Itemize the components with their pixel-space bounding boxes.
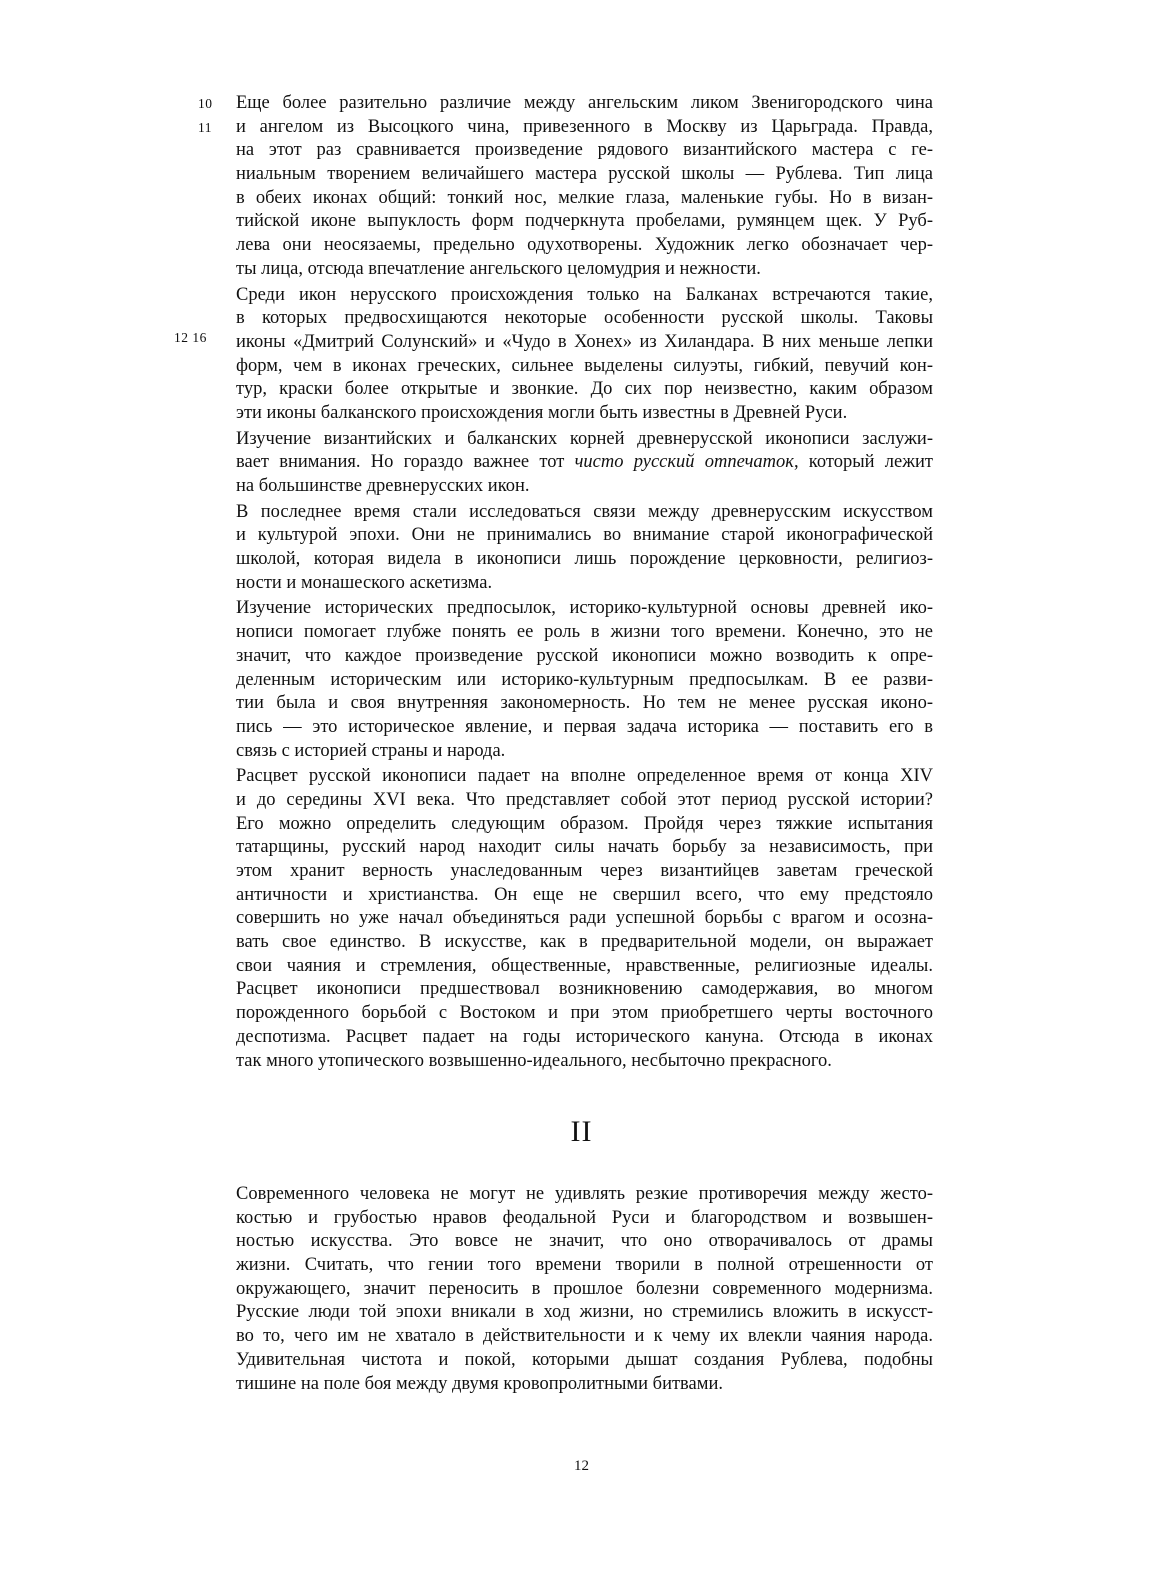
text-line: в которых предвосхищаются некоторые особенности русской школы. Таковы: [236, 308, 933, 329]
text-line: нописи помогает глубже понять ее роль в жизни того времени. Конечно, это не: [236, 622, 933, 643]
page-number: 12: [574, 1458, 589, 1474]
text-column-bottom: [236, 1183, 933, 1398]
paragraph-russian-imprint: [236, 428, 933, 499]
text-line: во то, чего им не хватало в действительности и к чему их влекли чаяния народа.: [236, 1326, 933, 1347]
text-line: совершить но уже начал объединяться ради успешной борьбы с врагом и осозна-: [236, 908, 933, 929]
text-line: Изучение византийских и балканских корней древнерусской иконописи заслужи-: [236, 428, 933, 449]
text-line: и ангелом из Высоцкого чина, привезенного в Москву из Царьграда. Правда,: [236, 116, 933, 137]
text-line: так много утопического возвышенно-идеального, несбыточно прекрасного.: [236, 1050, 832, 1071]
text-line: свои чаяния и стремления, общественные, нравственные, религиозные идеалы.: [236, 955, 933, 976]
paragraph-icon-flourishing: [236, 765, 933, 1073]
text-line: эти иконы балканского происхождения могли быть известны в Древней Руси.: [236, 402, 848, 423]
text-line: в обеих иконах общий: тонкий нос, мелкие глаза, маленькие губы. Но в визан-: [236, 187, 933, 208]
margin-illustration-ref-10: 10: [198, 96, 213, 111]
paragraph-historical-premises: [236, 597, 933, 763]
text-line: античности и христианства. Он еще не свершил всего, что ему предстояло: [236, 884, 933, 905]
text-line: жизни. Считать, что гении того времени творили в полной отрешенности от: [236, 1255, 933, 1276]
text-line: тур, краски более открытые и звонкие. До сих пор неизвестно, каким образом: [236, 379, 933, 400]
text-line: тии была и своя внутренняя закономерность. Но тем не менее русская иконо-: [236, 693, 933, 714]
paragraph-balkan-icons: [236, 284, 933, 426]
paragraph-angel-comparison: [236, 92, 933, 282]
text-line: Его можно определить следующим образом. Пройдя через тяжкие испытания: [236, 813, 933, 834]
text-line: и до середины XVI века. Что представляет собой этот период русской истории?: [236, 789, 933, 810]
paragraph-culture-connections: [236, 501, 933, 596]
text-line: значит, что каждое произведение русской иконописи можно возводить к опре-: [236, 645, 933, 666]
margin-illustration-ref-12-16: 12 16: [174, 330, 207, 345]
text-line: Расцвет иконописи предшествовал возникновению самодержавия, во многом: [236, 979, 933, 1000]
text-line: татарщины, русский народ находит силы начать борьбу за независимость, при: [236, 837, 933, 858]
text-line: тишине на поле боя между двумя кровопролитными битвами.: [236, 1373, 723, 1394]
text-line: ностью искусства. Это вовсе не значит, что оно отворачивалось от драмы: [236, 1231, 933, 1252]
text-line: деспотизма. Расцвет падает на годы исторического кануна. Отсюда в иконах: [236, 1026, 933, 1047]
text-run: вает внимания. Но гораздо важнее тот: [236, 452, 575, 473]
text-line: В последнее время стали исследоваться связи между древнерусским искусством: [236, 501, 933, 522]
text-line: ты лица, отсюда впечатление ангельского целомудрия и нежности.: [236, 258, 761, 279]
text-run: , который лежит: [793, 452, 933, 473]
text-line: связь с историей страны и народа.: [236, 740, 506, 761]
text-line: порожденного борьбой с Востоком и при этом приобретшего черты восточного: [236, 1003, 933, 1024]
text-line: лева они неосязаемы, предельно одухотворены. Художник легко обозначает чер-: [236, 235, 933, 256]
text-line: окружающего, значит переносить в прошлое болезни современного модернизма.: [236, 1278, 933, 1299]
text-line: Современного человека не могут не удивлять резкие противоречия между жесто-: [236, 1184, 933, 1204]
text-line: Расцвет русской иконописи падает на вполне определенное время от конца XIV: [236, 766, 933, 787]
text-line: и культурой эпохи. Они не принимались во внимание старой иконографической: [236, 525, 933, 546]
section-heading: II: [570, 1115, 593, 1148]
text-line: Русские люди той эпохи вникали в ход жизни, но стремились вложить в искусст-: [236, 1302, 933, 1323]
text-line: ности и монашеского аскетизма.: [236, 572, 493, 593]
text-column-top: [236, 92, 933, 1075]
text-line: пись — это историческое явление, и первая задача историка — поставить его в: [236, 716, 933, 737]
text-line: тийской иконе выпуклость форм подчеркнута пробелами, румянцем щек. У Руб-: [236, 211, 933, 232]
text-line-with-emphasis: [236, 451, 933, 475]
text-line: вать свое единство. В искусстве, как в предварительной модели, он выражает: [236, 932, 933, 953]
margin-illustration-ref-11: 11: [198, 120, 212, 135]
text-line: костью и грубостью нравов феодальной Руси и благородством и возвышен-: [236, 1207, 933, 1228]
text-line: ниальным творением величайшего мастера русской школы — Рублева. Тип лица: [236, 164, 933, 185]
emphasized-phrase: чисто русский отпечаток: [574, 452, 794, 473]
text-line: Еще более разительно различие между ангельским ликом Звенигородского чина: [236, 93, 933, 113]
paragraph-contradictions: [236, 1183, 933, 1396]
text-line: на большинстве древнерусских икон.: [236, 476, 530, 496]
text-line: на этот раз сравнивается произведение рядового византийского мастера с ге-: [236, 140, 933, 161]
text-line: иконы «Дмитрий Солунский» и «Чудо в Хонех» из Хиландара. В них меньше лепки: [236, 331, 933, 352]
text-line: Удивительная чистота и покой, которыми дышат создания Рублева, подобны: [236, 1349, 933, 1370]
text-line: деленным историческим или историко-культурным предпосылкам. В ее разви-: [236, 669, 933, 690]
text-line: школой, которая видела в иконописи лишь порождение церковности, религиоз-: [236, 549, 933, 570]
text-line: Среди икон нерусского происхождения только на Балканах встречаются такие,: [236, 284, 933, 305]
text-line: Изучение исторических предпосылок, историко-культурной основы древней ико-: [236, 598, 933, 619]
text-line: этом хранит верность унаследованным через византийцев заветам греческой: [236, 861, 933, 881]
text-line: форм, чем в иконах греческих, сильнее выделены силуэты, гибкий, певучий кон-: [236, 355, 933, 376]
